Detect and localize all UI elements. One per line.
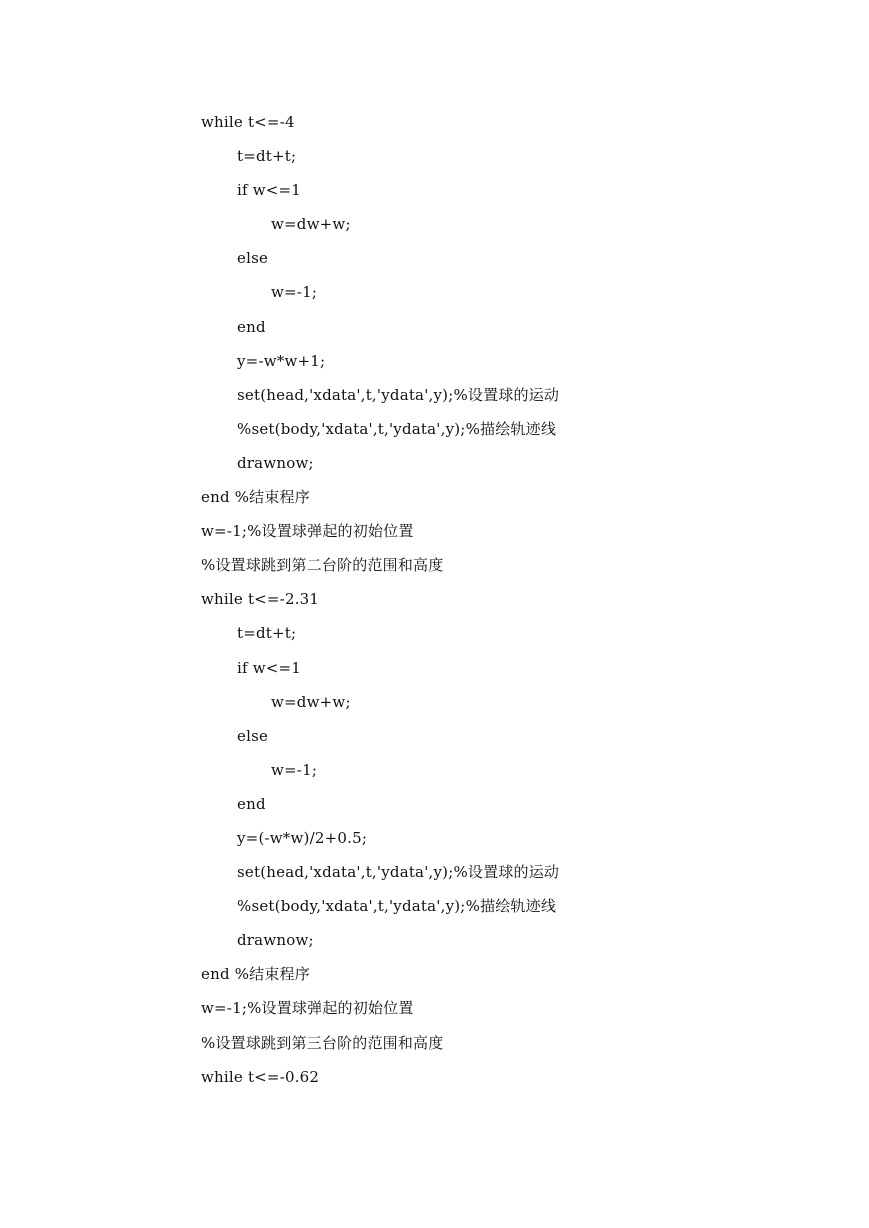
code-line: end %结束程序 [201, 965, 310, 984]
code-line: drawnow; [237, 931, 314, 950]
code-line: %设置球跳到第二台阶的范围和高度 [201, 556, 444, 575]
code-line: end [237, 794, 266, 813]
code-line: %设置球跳到第三台阶的范围和高度 [201, 1033, 444, 1052]
code-line: end [237, 317, 266, 336]
code-line: t=dt+t; [237, 624, 297, 643]
code-line: while t<=-4 [201, 113, 295, 131]
code-line: y=-w*w+1; [237, 351, 326, 370]
code-line: w=dw+w; [271, 692, 351, 711]
code-listing [201, 105, 821, 1094]
code-line: set(head,'xdata',t,'ydata',y);%设置球的运动 [237, 385, 560, 404]
code-line: set(head,'xdata',t,'ydata',y);%设置球的运动 [237, 863, 560, 882]
code-line: while t<=-2.31 [201, 590, 320, 609]
code-line: w=-1;%设置球弹起的初始位置 [201, 522, 414, 541]
code-line: w=-1;%设置球弹起的初始位置 [201, 999, 414, 1018]
code-line: else [237, 726, 269, 745]
code-line: %set(body,'xdata',t,'ydata',y);%描绘轨迹线 [237, 897, 557, 916]
code-line: t=dt+t; [237, 147, 297, 166]
code-line: drawnow; [237, 453, 314, 472]
code-line: while t<=-0.62 [201, 1067, 320, 1086]
code-line: y=(-w*w)/2+0.5; [237, 828, 368, 847]
code-line: %set(body,'xdata',t,'ydata',y);%描绘轨迹线 [237, 419, 557, 438]
code-line: w=-1; [271, 760, 318, 779]
code-line: else [237, 249, 269, 268]
code-line: if w<=1 [237, 181, 302, 200]
code-line: w=-1; [271, 283, 318, 302]
code-line: if w<=1 [237, 658, 302, 677]
code-line: end %结束程序 [201, 488, 310, 507]
code-line: w=dw+w; [271, 215, 351, 234]
